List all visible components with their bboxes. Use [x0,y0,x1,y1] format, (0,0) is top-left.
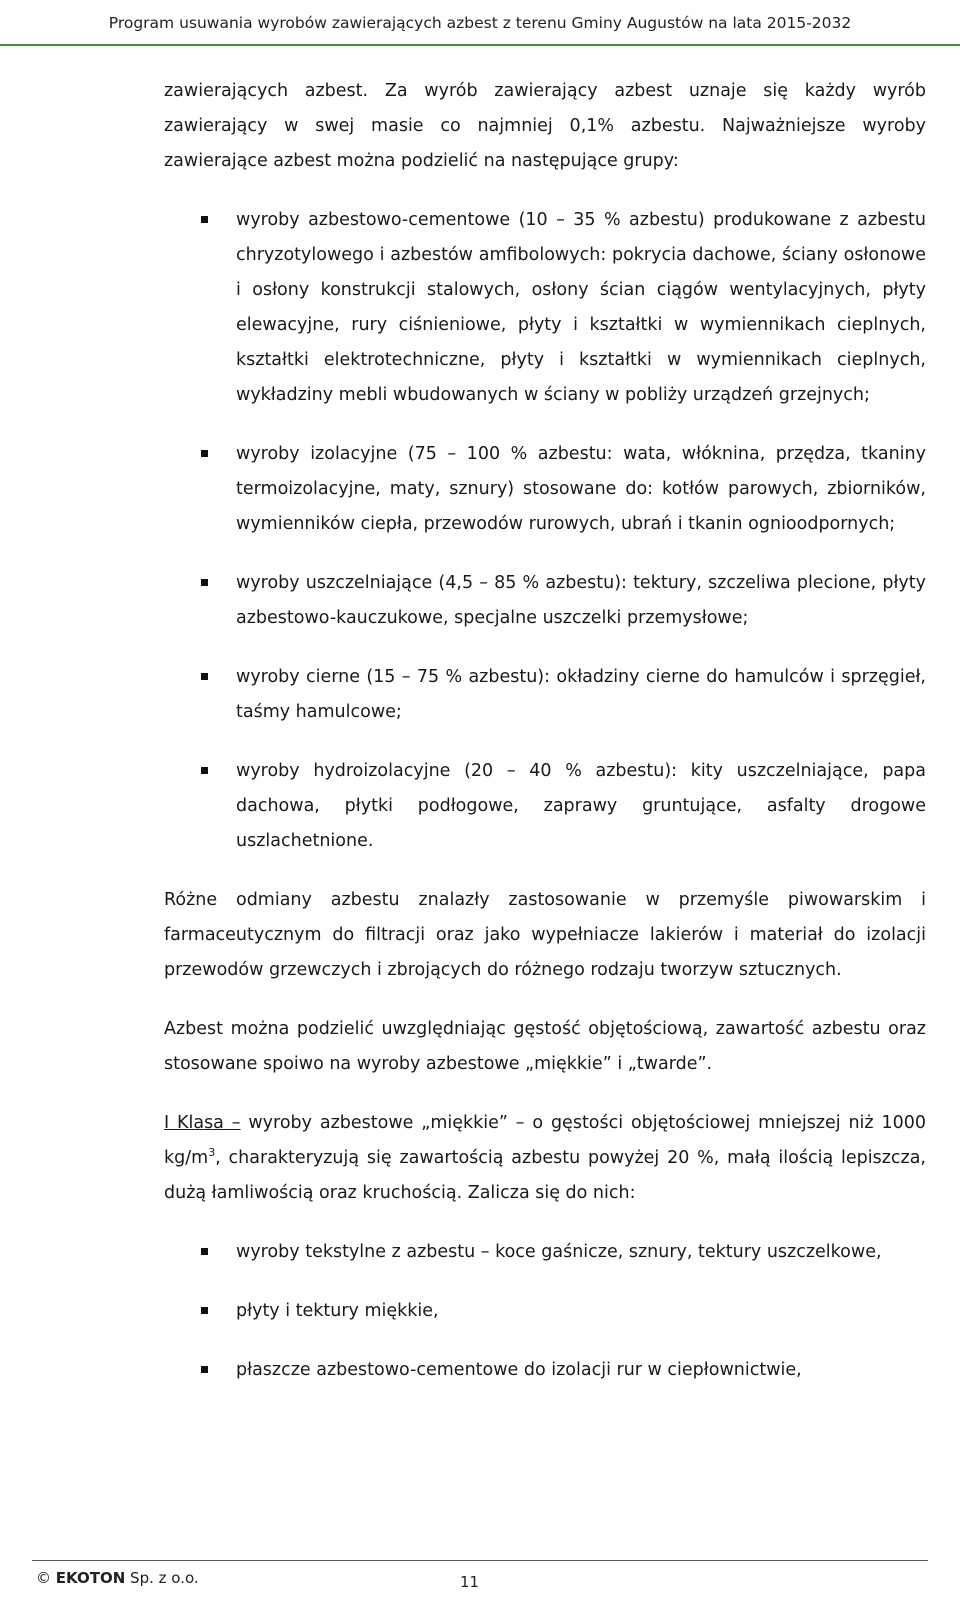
list-item: wyroby cierne (15 – 75 % azbestu): okładziny cierne do hamulców i sprzęgieł, taśmy hamulcowe; [164,660,926,730]
superscript: 3 [208,1146,216,1160]
document-body [164,74,926,1412]
class1-paragraph: I Klasa – wyroby azbestowe „miękkie” – o gęstości objętościowej mniejszej niż 1000 $kg/m^3$, charakteryzują się zawartością azbestu powyżej 20 %, małą ilością lepiszcza, dużą łamliwością oraz kruchością. Zalicza się do nich: [164,1113,926,1203]
page-number: 11 [460,1573,480,1591]
division-paragraph: Azbest można podzielić uwzględniając gęstość objętościową, zawartość azbestu oraz stosowane spoiwo na wyroby azbestowe „miękkie” i „twarde”. [164,1019,926,1074]
copyright-icon: © [36,1569,51,1587]
square-bullet-icon [201,1307,208,1314]
list-item: wyroby azbestowo-cementowe (10 – 35 % azbestu) produkowane z azbestu chryzotylowego i azbestów amfibolowych: pokrycia dachowe, ściany osłonowe i osłony konstrukcji stalowych, osłony ścian ciągów wentylacyjnych, płyty elewacyjne, rury ciśnieniowe, płyty i kształtki w wymiennikach cieplnych, kształtki elektrotechniczne, płyty i kształtki w wymiennikach cieplnych, wykładziny mebli wbudowanych w ściany w pobliży urządzeń grzejnych; [164,203,926,413]
square-bullet-icon [201,216,208,223]
other-uses-paragraph: Różne odmiany azbestu znalazły zastosowanie w przemyśle piwowarskim i farmaceutycznym do filtracji oraz jako wypełniacze lakierów i materiał do izolacji przewodów grzewczych i zbrojących do różnego rodzaju tworzyw sztucznych. [164,890,926,980]
square-bullet-icon [201,673,208,680]
square-bullet-icon [201,767,208,774]
class1-items-list [164,1235,926,1388]
class1-label: I Klasa – [164,1113,241,1133]
list-item: wyroby hydroizolacyjne (20 – 40 % azbestu): kity uszczelniające, papa dachowa, płytki podłogowe, zaprawy gruntujące, asfalty drogowe uszlachetnione. [164,754,926,859]
list-item: wyroby uszczelniające (4,5 – 85 % azbestu): tektury, szczeliwa plecione, płyty azbestowo-kauczukowe, specjalne uszczelki przemysłowe; [164,566,926,636]
page-footer [32,1560,928,1597]
footer-company: © EKOTON Sp. z o.o. [36,1569,199,1587]
list-item: wyroby izolacyjne (75 – 100 % azbestu: wata, włóknina, przędza, tkaniny termoizolacyjne, maty, sznury) stosowane do: kotłów parowych, zbiorników, wymienników ciepła, przewodów rurowych, ubrań i tkanin ognioodpornych; [164,437,926,542]
square-bullet-icon [201,1366,208,1373]
list-item: płaszcze azbestowo-cementowe do izolacji rur w ciepłownictwie, [164,1353,926,1388]
list-item: płyty i tektury miękkie, [164,1294,926,1329]
square-bullet-icon [201,450,208,457]
square-bullet-icon [201,1248,208,1255]
intro-paragraph: zawierających azbest. Za wyrób zawierający azbest uznaje się każdy wyrób zawierający w swej masie co najmniej 0,1% azbestu. Najważniejsze wyroby zawierające azbest można podzielić na następujące grupy: [164,81,926,171]
square-bullet-icon [201,579,208,586]
page-header [0,0,960,46]
header-title: Program usuwania wyrobów zawierających azbest z terenu Gminy Augustów na lata 2015-2032 [108,14,852,32]
list-item: wyroby tekstylne z azbestu – koce gaśnicze, sznury, tektury uszczelkowe, [164,1235,926,1270]
asbestos-groups-list [164,203,926,859]
